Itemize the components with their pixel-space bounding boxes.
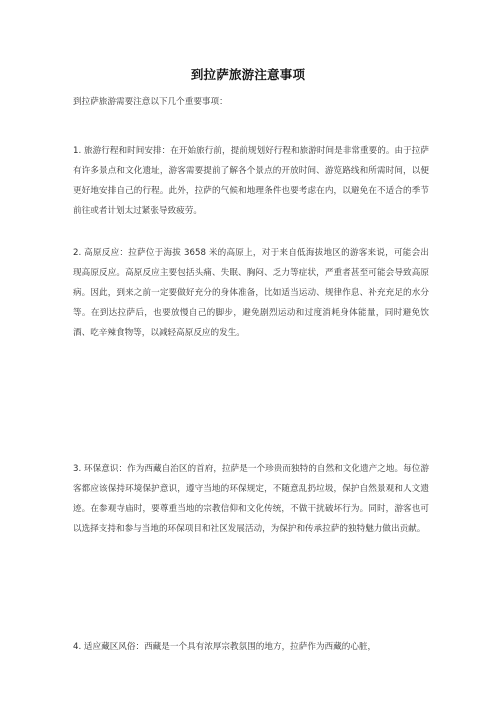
paragraph-customs: 4. 适应藏区风俗：西藏是一个具有浓厚宗教氛围的地方，拉萨作为西藏的心脏， [73, 642, 377, 652]
document-title: 到拉萨旅游注意事项 [190, 67, 306, 82]
paragraph-altitude-sickness: 2. 高原反应：拉萨位于海拔 3658 米的高原上，对于来自低海拔地区的游客来说，可能会出现高原反应。高原反应主要包括头痛、失眠、胸闷、乏力等症状，严重者甚至可能会导致高原病。因此，到来之前一定要做好充分的身体准备，比如适当运动、规律作息、补充充足的水分等。在到达拉萨后，也要放慢自己的脚步，避免剧烈运动和过度消耗身体能量，同时避免饮酒、吃辛辣食物等，以减轻高原反应的发生。 [73, 248, 429, 338]
paragraph-environment: 3. 环保意识：作为西藏自治区的首府，拉萨是一个珍贵而独特的自然和文化遗产之地。每位游客都应该保持环境保护意识，遵守当地的环保规定，不随意乱扔垃圾，保护自然景观和人文遗迹。在参观寺庙时，要尊重当地的宗教信仰和文化传统，不做干扰破坏行为。同时，游客也可以选择支持和参与当地的环保项目和社区发展活动，为保护和传承拉萨的独特魅力做出贡献。 [73, 464, 429, 534]
paragraph-itinerary: 1. 旅游行程和时间安排：在开始旅行前，提前规划好行程和旅游时间是非常重要的。由于拉萨有许多景点和文化遗址，游客需要提前了解各个景点的开放时间、游览路线和所需时间，以便更好地安排自己的行程。此外，拉萨的气候和地理条件也要考虑在内，以避免在不适合的季节前往或者计划太过紧张导致疲劳。 [73, 146, 429, 216]
intro-text: 到拉萨旅游需要注意以下几个重要事项： [73, 97, 228, 107]
